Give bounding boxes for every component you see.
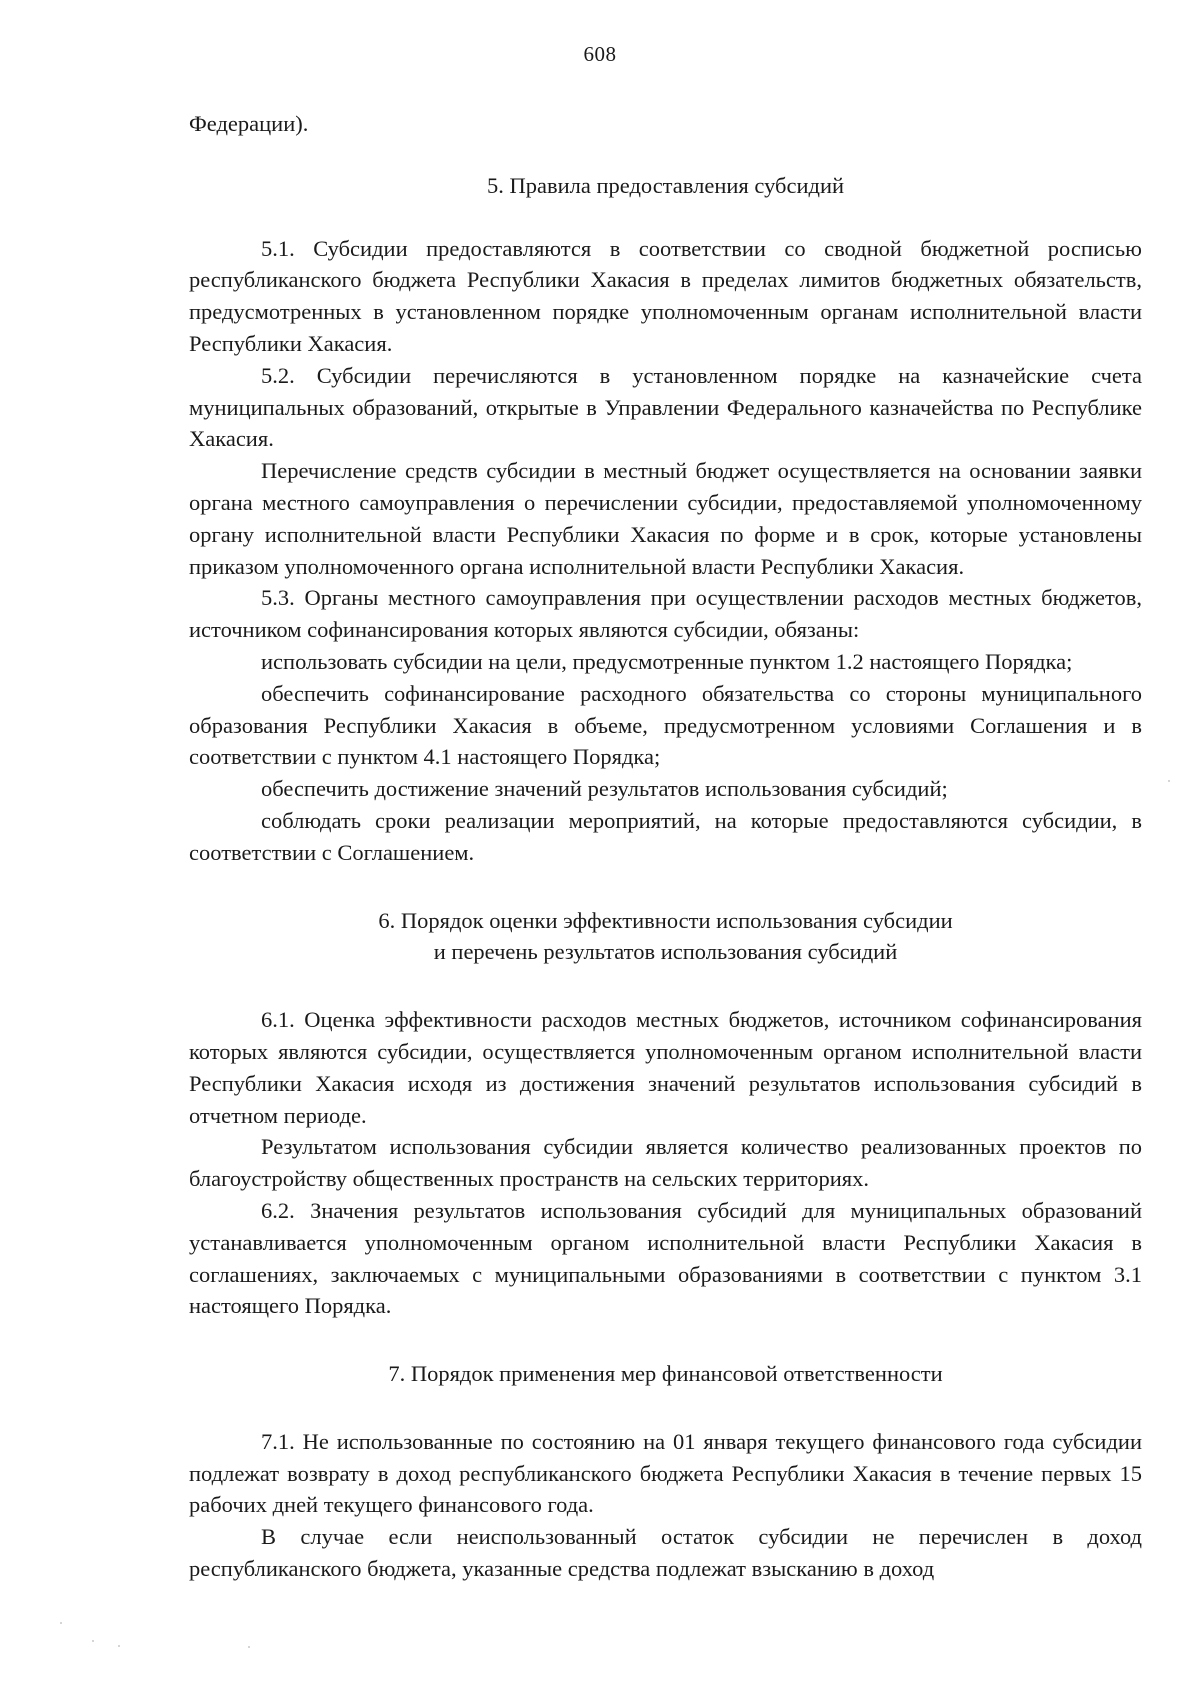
paragraph-5-3-use: использовать субсидии на цели, предусмотренные пунктом 1.2 настоящего Порядка; xyxy=(261,648,1073,674)
section-5-heading: 5. Правила предоставления субсидий xyxy=(486,172,845,198)
document-body xyxy=(189,108,1142,1585)
paragraph-7-1: 7.1. Не использованные по состоянию на 01 января текущего финансового года субсидии подлежат возврату в доход республиканского бюджета Республики Хакасия в течение первых 15 рабочих дней текущего финансового года. xyxy=(189,1428,1142,1518)
continuation-paragraph: Федерации). xyxy=(189,111,309,136)
paragraph-5-3: 5.3. Органы местного самоуправления при осуществлении расходов местных бюджетов, источником софинансирования которых являются субсидии, обязаны: xyxy=(189,585,1142,643)
section-6-heading-line-1: 6. Порядок оценки эффективности использования субсидии xyxy=(378,907,953,933)
scan-speck xyxy=(118,1645,120,1647)
paragraph-5-3-cofinancing: обеспечить софинансирование расходного обязательства со стороны муниципального образования Республики Хакасия в объеме, предусмотренном условиями Соглашения и в соответствии с пунктом 4.1 настоящего Порядка; xyxy=(189,680,1142,770)
scan-speck xyxy=(1168,780,1170,782)
scan-speck xyxy=(92,1640,94,1642)
paragraph-5-2-transfer: Перечисление средств субсидии в местный бюджет осуществляется на основании заявки органа местного самоуправления о перечислении субсидии, предоставляемой уполномоченному органу исполнительной власти Республики Хакасия по форме и в срок, которые установлены приказом уполномоченного органа исполнительной власти Республики Хакасия. xyxy=(189,458,1142,579)
scan-speck xyxy=(248,1646,250,1648)
section-7-heading: 7. Порядок применения мер финансовой ответственности xyxy=(388,1361,943,1387)
scan-speck xyxy=(60,1622,62,1624)
paragraph-5-3-results: обеспечить достижение значений результатов использования субсидий; xyxy=(261,776,948,802)
paragraph-5-1: 5.1. Субсидии предоставляются в соответствии со сводной бюджетной росписью республиканского бюджета Республики Хакасия в пределах лимитов бюджетных обязательств, предусмотренных в установленном порядке уполномоченным органам исполнительной власти Республики Хакасия. xyxy=(189,235,1142,356)
section-6-heading xyxy=(189,905,1142,969)
paragraph-5-2: 5.2. Субсидии перечисляются в установленном порядке на казначейские счета муниципальных образований, открытые в Управлении Федерального казначейства по Республике Хакасия. xyxy=(189,362,1142,452)
paragraph-6-1: 6.1. Оценка эффективности расходов местных бюджетов, источником софинансирования которых являются субсидии, осуществляется уполномоченным органом исполнительной власти Республики Хакасия исходя из достижения значений результатов использования субсидий в отчетном периоде. xyxy=(189,1007,1142,1128)
page-number: 608 xyxy=(583,42,617,66)
paragraph-5-3-deadlines: соблюдать сроки реализации мероприятий, на которые предоставляются субсидии, в соответствии с Соглашением. xyxy=(189,807,1142,865)
section-6-heading-line-2: и перечень результатов использования субсидий xyxy=(433,939,898,965)
paragraph-7-1-recovery: В случае если неиспользованный остаток субсидии не перечислен в доход республиканского бюджета, указанные средства подлежат взысканию в доход xyxy=(189,1524,1142,1582)
paragraph-6-1-result: Результатом использования субсидии является количество реализованных проектов по благоустройству общественных пространств на сельских территориях. xyxy=(189,1134,1142,1192)
paragraph-6-2: 6.2. Значения результатов использования субсидий для муниципальных образований устанавливается уполномоченным органом исполнительной власти Республики Хакасия в соглашениях, заключаемых с муниципальными образованиями в соответствии с пунктом 3.1 настоящего Порядка. xyxy=(189,1197,1142,1319)
